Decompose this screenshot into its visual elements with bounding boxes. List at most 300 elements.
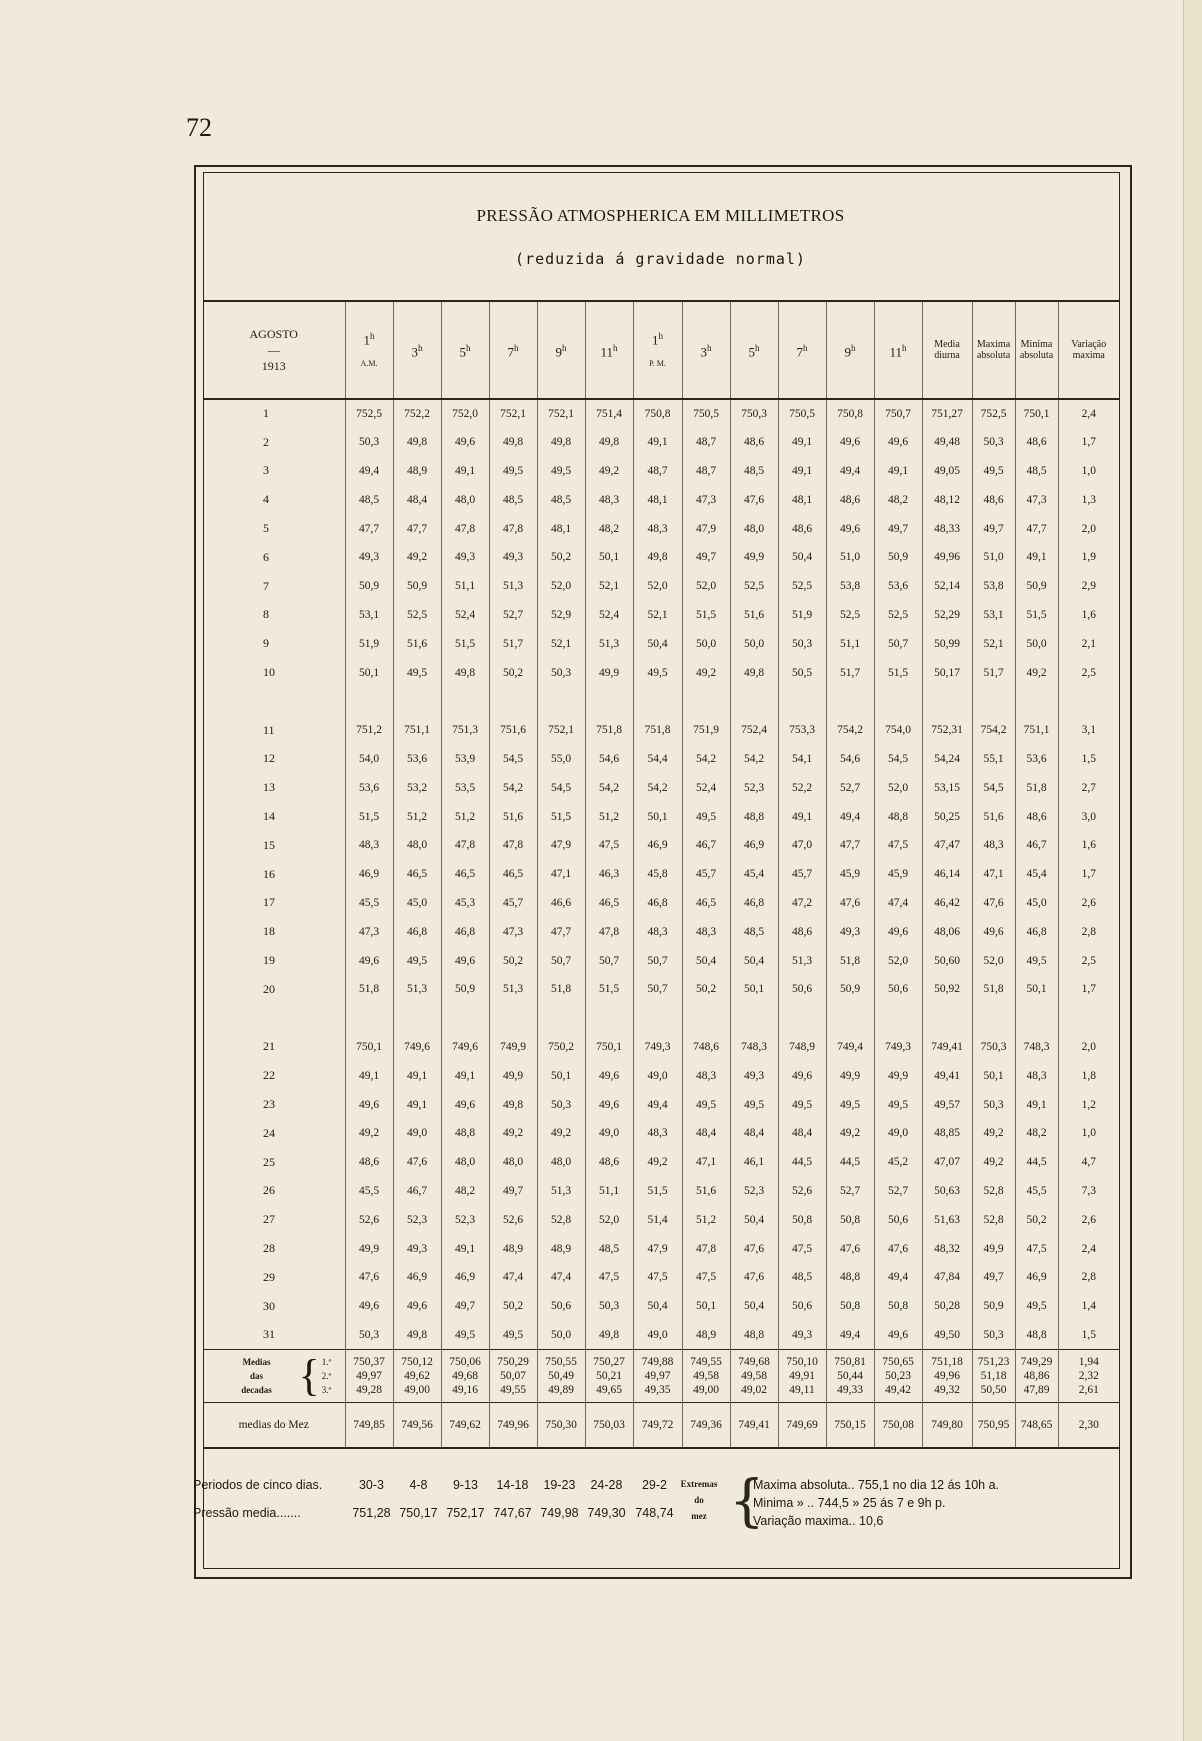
table-cell: 47,8 — [489, 514, 537, 543]
table-cell: 49,5 — [874, 1090, 922, 1119]
table-cell: 47,9 — [682, 514, 730, 543]
table-cell: 48,6 — [730, 428, 778, 457]
table-cell: 752,4 — [730, 716, 778, 745]
table-cell: 50,1 — [345, 658, 393, 687]
decade-average-value: 749,55 — [690, 1355, 722, 1368]
period-range: 29-2 — [641, 1478, 667, 1492]
table-cell: 48,5 — [1015, 457, 1058, 486]
table-cell: 1,5 — [1081, 1328, 1096, 1341]
table-cell: 46,42 — [922, 889, 972, 918]
table-cell: 49,9 — [345, 1234, 393, 1263]
table-cell: 750,3 — [730, 399, 778, 428]
decade-average-cell — [1015, 1349, 1058, 1402]
table-cell: 46,14 — [922, 860, 972, 889]
table-cell: 49,2 — [1015, 658, 1058, 687]
table-cell: 49,3 — [778, 1321, 826, 1350]
month-average-cell: 750,95 — [972, 1402, 1015, 1448]
decade-averages-brace: { — [298, 1350, 320, 1400]
day-number: 31 — [203, 1321, 345, 1350]
table-cell: 50,3 — [972, 1090, 1015, 1119]
table-cell: 2,9 — [1081, 580, 1096, 593]
table-row — [203, 1234, 1119, 1263]
table-cell: 51,6 — [682, 1177, 730, 1206]
table-cell: 52,8 — [972, 1177, 1015, 1206]
table-cell: 51,6 — [393, 629, 441, 658]
table-row — [203, 428, 1119, 457]
table-cell: 49,6 — [441, 428, 489, 457]
table-cell: 50,4 — [633, 629, 682, 658]
table-cell: 50,0 — [682, 629, 730, 658]
header-media-diurna-line1: Media — [934, 339, 960, 350]
table-cell: 46,5 — [682, 889, 730, 918]
gap-cell — [1015, 687, 1058, 716]
table-cell: 48,3 — [633, 917, 682, 946]
table-cell: 49,2 — [489, 1119, 537, 1148]
table-cell: 49,6 — [345, 1292, 393, 1321]
table-cell: 49,8 — [537, 428, 585, 457]
table-row — [203, 975, 1119, 1004]
header-month-line: AGOSTO — [249, 327, 298, 341]
decade-average-cell — [922, 1349, 972, 1402]
table-cell: 47,6 — [393, 1148, 441, 1177]
table-cell: 45,4 — [1015, 860, 1058, 889]
table-row — [203, 658, 1119, 687]
table-cell: 48,9 — [537, 1234, 585, 1263]
gap-cell — [345, 687, 393, 716]
table-cell: 46,9 — [441, 1263, 489, 1292]
table-cell: 46,8 — [633, 889, 682, 918]
decade-average-value: 49,68 — [452, 1369, 478, 1382]
extremes-label-line: do — [694, 1495, 704, 1505]
table-cell: 50,8 — [826, 1292, 874, 1321]
decade-average-value: 1,94 — [1078, 1355, 1099, 1368]
table-cell: 47,2 — [778, 889, 826, 918]
decade-average-value: 49,33 — [837, 1383, 863, 1396]
table-cell: 52,4 — [441, 601, 489, 630]
month-average-cell: 2,30 — [1058, 1402, 1119, 1448]
table-cell: 2,1 — [1081, 637, 1096, 650]
gap-cell — [633, 687, 682, 716]
decade-average-value: 750,06 — [449, 1355, 481, 1368]
table-row — [203, 802, 1119, 831]
table-cell: 49,3 — [441, 543, 489, 572]
table-cell: 52,1 — [633, 601, 682, 630]
table-cell: 49,3 — [826, 917, 874, 946]
table-cell: 49,0 — [393, 1119, 441, 1148]
table-row — [203, 889, 1119, 918]
day-number: 24 — [203, 1119, 345, 1148]
table-cell: 50,3 — [345, 428, 393, 457]
table-cell: 50,8 — [826, 1205, 874, 1234]
table-cell: 47,8 — [489, 831, 537, 860]
table-cell: 50,28 — [922, 1292, 972, 1321]
pressure-media-label: Pressão media....... — [193, 1506, 301, 1520]
table-cell: 47,7 — [345, 514, 393, 543]
table-cell: 754,0 — [874, 716, 922, 745]
table-cell: 50,3 — [345, 1321, 393, 1350]
table-cell: 749,9 — [489, 1033, 537, 1062]
table-cell: 49,1 — [441, 1234, 489, 1263]
decade-average-cell — [585, 1349, 633, 1402]
gap-cell — [826, 687, 874, 716]
table-cell: 47,4 — [489, 1263, 537, 1292]
table-cell: 49,1 — [1015, 543, 1058, 572]
table-cell: 48,2 — [1015, 1119, 1058, 1148]
table-cell: 44,5 — [826, 1148, 874, 1177]
table-cell: 45,5 — [345, 1177, 393, 1206]
header-variacao-maxima — [1058, 301, 1119, 399]
table-cell: 50,4 — [778, 543, 826, 572]
extremes-list — [753, 1476, 999, 1530]
table-cell: 47,1 — [972, 860, 1015, 889]
gap-cell — [393, 1004, 441, 1033]
table-cell: 52,0 — [633, 572, 682, 601]
period-range: 9-13 — [452, 1478, 478, 1492]
header-row — [203, 301, 1119, 399]
table-cell: 49,9 — [826, 1061, 874, 1090]
table-cell: 44,5 — [778, 1148, 826, 1177]
day-number: 7 — [203, 572, 345, 601]
table-cell: 50,1 — [633, 802, 682, 831]
table-cell: 2,8 — [1081, 925, 1096, 938]
table-cell: 1,6 — [1081, 839, 1096, 852]
table-cell: 51,2 — [585, 802, 633, 831]
table-cell: 749,6 — [441, 1033, 489, 1062]
decade-average-value: 49,16 — [452, 1383, 478, 1396]
table-cell: 48,8 — [730, 1321, 778, 1350]
table-cell: 52,9 — [537, 601, 585, 630]
table-cell: 49,7 — [972, 1263, 1015, 1292]
table-cell: 50,7 — [874, 629, 922, 658]
decade-gap — [203, 687, 1119, 716]
table-cell: 55,0 — [537, 745, 585, 774]
table-cell: 54,1 — [778, 745, 826, 774]
table-cell: 1,0 — [1081, 464, 1096, 477]
table-cell: 750,8 — [826, 399, 874, 428]
table-cell: 50,2 — [682, 975, 730, 1004]
avg-label-word: das — [250, 1370, 264, 1381]
month-average-cell: 750,30 — [537, 1402, 585, 1448]
header-hour-11 — [826, 301, 874, 399]
extremes-variacao: Variação maxima.. 10,6 — [753, 1514, 884, 1528]
decade-average-cell — [972, 1349, 1015, 1402]
extremes-brace: { — [729, 1469, 765, 1534]
gap-cell — [826, 1004, 874, 1033]
table-cell: 49,7 — [489, 1177, 537, 1206]
table-cell: 49,6 — [345, 1090, 393, 1119]
decade-average-cell — [778, 1349, 826, 1402]
decade-average-value: 49,28 — [356, 1383, 382, 1396]
hour-suffix: h — [902, 342, 907, 353]
table-cell: 53,2 — [393, 773, 441, 802]
table-cell: 52,1 — [585, 572, 633, 601]
decade-average-value: 50,21 — [596, 1369, 622, 1382]
decade-average-value: 48,86 — [1023, 1369, 1050, 1382]
table-cell: 751,4 — [585, 399, 633, 428]
header-media-diurna-line2: diurna — [934, 350, 960, 361]
hour-period-note: P. M. — [649, 359, 666, 369]
month-average-cell: 749,72 — [633, 1402, 682, 1448]
table-cell: 46,9 — [1015, 1263, 1058, 1292]
table-cell: 50,9 — [972, 1292, 1015, 1321]
table-cell: 52,0 — [874, 773, 922, 802]
table-cell: 49,6 — [441, 1090, 489, 1119]
table-cell: 50,60 — [922, 946, 972, 975]
day-number: 26 — [203, 1177, 345, 1206]
pressure-media-line — [193, 1506, 678, 1520]
month-averages-label: medias do Mez — [203, 1402, 345, 1448]
table-cell: 2,7 — [1081, 781, 1096, 794]
gap-cell — [1015, 1004, 1058, 1033]
decade-average-value: 49,58 — [693, 1369, 719, 1382]
table-cell: 48,3 — [1015, 1061, 1058, 1090]
month-average-cell: 750,15 — [826, 1402, 874, 1448]
table-cell: 48,6 — [345, 1148, 393, 1177]
table-cell: 51,4 — [633, 1205, 682, 1234]
table-cell: 49,0 — [633, 1321, 682, 1350]
table-cell: 54,5 — [489, 745, 537, 774]
table-cell: 48,1 — [778, 485, 826, 514]
gap-cell — [537, 1004, 585, 1033]
table-cell: 1,7 — [1081, 983, 1096, 996]
table-cell: 50,4 — [730, 1292, 778, 1321]
table-cell: 52,6 — [345, 1205, 393, 1234]
table-cell: 49,1 — [778, 457, 826, 486]
decade-average-cell — [345, 1349, 393, 1402]
table-cell: 49,5 — [682, 802, 730, 831]
hour-number: 9 — [844, 344, 851, 360]
decade-average-value: 749,29 — [1020, 1355, 1053, 1368]
decade-average-value: 751,23 — [977, 1355, 1010, 1368]
hour-number: 1 — [363, 332, 370, 348]
table-cell: 49,5 — [1015, 946, 1058, 975]
table-cell: 50,92 — [922, 975, 972, 1004]
table-cell: 48,5 — [345, 485, 393, 514]
table-cell: 49,8 — [633, 543, 682, 572]
table-cell: 52,7 — [826, 773, 874, 802]
hour-number: 11 — [889, 344, 903, 360]
table-cell: 49,4 — [345, 457, 393, 486]
decade-average-cell — [393, 1349, 441, 1402]
table-cell: 52,3 — [393, 1205, 441, 1234]
table-cell: 49,1 — [778, 802, 826, 831]
table-cell: 49,96 — [922, 543, 972, 572]
table-cell: 46,9 — [633, 831, 682, 860]
table-row — [203, 773, 1119, 802]
period-range: 14-18 — [496, 1478, 529, 1492]
table-row — [203, 514, 1119, 543]
month-average-cell: 750,03 — [585, 1402, 633, 1448]
gap-cell — [682, 1004, 730, 1033]
table-cell: 750,5 — [682, 399, 730, 428]
decade-average-value: 49,11 — [789, 1383, 815, 1396]
table-cell: 48,4 — [682, 1119, 730, 1148]
header-variacao-maxima-line1: Variação — [1071, 339, 1107, 350]
table-cell: 1,8 — [1081, 1069, 1096, 1082]
table-row — [203, 1148, 1119, 1177]
table-cell: 49,5 — [826, 1090, 874, 1119]
day-number: 12 — [203, 745, 345, 774]
table-cell: 45,9 — [826, 860, 874, 889]
header-maxima-absoluta-line2: absoluta — [976, 350, 1011, 361]
table-cell: 49,9 — [585, 658, 633, 687]
table-cell: 48,1 — [633, 485, 682, 514]
table-cell: 47,8 — [441, 831, 489, 860]
month-average-cell: 749,85 — [345, 1402, 393, 1448]
day-number: 2 — [203, 428, 345, 457]
table-cell: 50,0 — [1015, 629, 1058, 658]
table-cell: 52,29 — [922, 601, 972, 630]
decade-average-value: 49,35 — [644, 1383, 671, 1396]
decade-average-value: 50,07 — [500, 1369, 526, 1382]
table-cell: 48,0 — [537, 1148, 585, 1177]
table-cell: 50,7 — [633, 946, 682, 975]
table-cell: 46,5 — [393, 860, 441, 889]
table-cell: 47,47 — [922, 831, 972, 860]
header-hour-12 — [874, 301, 922, 399]
table-cell: 49,5 — [1015, 1292, 1058, 1321]
table-cell: 51,3 — [489, 572, 537, 601]
table-cell: 48,4 — [778, 1119, 826, 1148]
table-cell: 50,8 — [874, 1292, 922, 1321]
pressure-media-value: 748,74 — [635, 1506, 674, 1520]
table-cell: 48,2 — [874, 485, 922, 514]
month-average-cell: 749,36 — [682, 1402, 730, 1448]
decade-average-value: 50,23 — [885, 1369, 911, 1382]
day-number: 27 — [203, 1205, 345, 1234]
table-cell: 48,5 — [489, 485, 537, 514]
table-cell: 49,5 — [537, 457, 585, 486]
hour-number: 7 — [796, 344, 803, 360]
table-cell: 49,9 — [874, 1061, 922, 1090]
table-cell: 50,17 — [922, 658, 972, 687]
table-cell: 47,3 — [682, 485, 730, 514]
table-cell: 50,6 — [778, 1292, 826, 1321]
table-row — [203, 629, 1119, 658]
decade-average-value: 750,81 — [834, 1355, 866, 1368]
table-cell: 750,1 — [345, 1033, 393, 1062]
table-cell: 50,5 — [778, 658, 826, 687]
table-cell: 49,5 — [778, 1090, 826, 1119]
table-cell: 48,3 — [682, 1061, 730, 1090]
table-cell: 50,1 — [682, 1292, 730, 1321]
table-cell: 49,6 — [826, 514, 874, 543]
table-cell: 47,6 — [826, 1234, 874, 1263]
table-cell: 50,0 — [537, 1321, 585, 1350]
table-cell: 50,1 — [972, 1061, 1015, 1090]
table-cell: 47,7 — [537, 917, 585, 946]
table-cell: 47,6 — [730, 485, 778, 514]
table-cell: 50,25 — [922, 802, 972, 831]
table-cell: 51,5 — [1015, 601, 1058, 630]
table-row — [203, 860, 1119, 889]
table-cell: 52,6 — [489, 1205, 537, 1234]
table-row — [203, 485, 1119, 514]
table-row — [203, 917, 1119, 946]
table-cell: 50,3 — [972, 428, 1015, 457]
table-cell: 50,7 — [537, 946, 585, 975]
table-cell: 46,5 — [441, 860, 489, 889]
period-range: 24-28 — [590, 1478, 623, 1492]
decade-gap — [203, 1004, 1119, 1033]
table-row — [203, 1119, 1119, 1148]
table-cell: 49,4 — [874, 1263, 922, 1292]
pressure-media-values — [348, 1506, 678, 1520]
table-row — [203, 601, 1119, 630]
table-cell: 54,5 — [537, 773, 585, 802]
periods-values — [348, 1478, 678, 1492]
hour-period-note: A.M. — [360, 359, 378, 369]
decade-average-cell — [730, 1349, 778, 1402]
table-cell: 749,41 — [922, 1033, 972, 1062]
table-cell: 46,1 — [730, 1148, 778, 1177]
table-cell: 50,9 — [393, 572, 441, 601]
table-cell: 49,8 — [441, 658, 489, 687]
table-cell: 45,0 — [1015, 889, 1058, 918]
table-row — [203, 1090, 1119, 1119]
table-cell: 49,6 — [874, 428, 922, 457]
table-cell: 52,5 — [393, 601, 441, 630]
table-cell: 49,1 — [874, 457, 922, 486]
table-cell: 49,2 — [345, 1119, 393, 1148]
table-header — [203, 301, 1119, 399]
decade-average-value: 49,91 — [789, 1369, 815, 1382]
header-minima-absoluta — [1015, 301, 1058, 399]
gap-cell — [730, 687, 778, 716]
table-cell: 49,8 — [489, 1090, 537, 1119]
table-cell: 2,5 — [1081, 954, 1096, 967]
day-number: 28 — [203, 1234, 345, 1263]
table-row — [203, 1205, 1119, 1234]
header-maxima-absoluta-line1: Maxima — [976, 339, 1011, 350]
table-cell: 52,5 — [826, 601, 874, 630]
table-cell: 51,8 — [345, 975, 393, 1004]
table-cell: 49,7 — [682, 543, 730, 572]
table-cell: 50,4 — [682, 946, 730, 975]
hour-suffix: h — [514, 342, 519, 353]
table-cell: 50,7 — [633, 975, 682, 1004]
pressure-table — [203, 300, 1119, 1449]
table-cell: 54,2 — [633, 773, 682, 802]
gap-cell — [441, 687, 489, 716]
header-hour-10 — [778, 301, 826, 399]
month-average-cell: 749,41 — [730, 1402, 778, 1448]
table-cell: 45,0 — [393, 889, 441, 918]
hour-suffix: h — [658, 330, 663, 341]
table-cell: 47,3 — [489, 917, 537, 946]
table-cell: 50,2 — [1015, 1205, 1058, 1234]
day-number: 29 — [203, 1263, 345, 1292]
table-cell: 748,6 — [682, 1033, 730, 1062]
table-cell: 46,7 — [393, 1177, 441, 1206]
header-hour-9 — [730, 301, 778, 399]
table-cell: 48,6 — [826, 485, 874, 514]
table-cell: 53,6 — [393, 745, 441, 774]
table-cell: 51,5 — [537, 802, 585, 831]
table-cell: 1,3 — [1081, 493, 1096, 506]
table-cell: 47,3 — [345, 917, 393, 946]
table-row — [203, 1321, 1119, 1350]
table-cell: 752,5 — [972, 399, 1015, 428]
table-cell: 50,8 — [778, 1205, 826, 1234]
table-cell: 50,6 — [778, 975, 826, 1004]
table-cell: 49,2 — [393, 543, 441, 572]
table-cell: 748,9 — [778, 1033, 826, 1062]
table-cell: 47,5 — [682, 1263, 730, 1292]
hour-suffix: h — [851, 342, 856, 353]
table-cell: 51,8 — [537, 975, 585, 1004]
table-cell: 751,27 — [922, 399, 972, 428]
